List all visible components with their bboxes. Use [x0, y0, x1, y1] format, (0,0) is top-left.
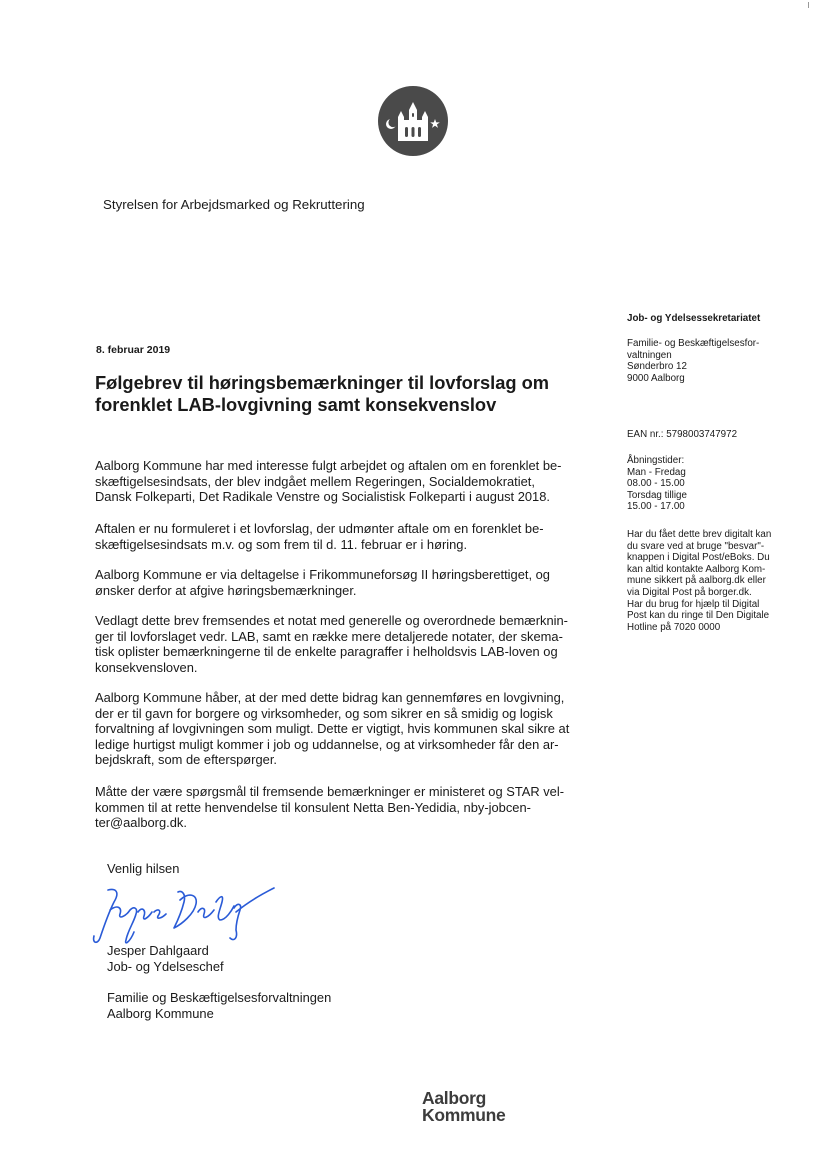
body-paragraph	[95, 521, 615, 552]
paragraph-line: Vedlagt dette brev fremsendes et notat med generelle og overordnede bemærknin-	[95, 613, 568, 628]
body-paragraph	[95, 784, 615, 831]
sidebar-address	[627, 338, 759, 384]
paragraph-line: Aalborg Kommune håber, at der med dette bidrag kan gennemføres en lovgivning,	[95, 690, 565, 705]
address-line: valtningen	[627, 349, 672, 361]
paragraph-line: skæftigelsesindsats m.v. og som frem til d. 11. februar er i høring.	[95, 536, 468, 552]
aalborg-seal-icon	[378, 86, 448, 156]
letter-date: 8. februar 2019	[96, 344, 171, 356]
address-line: Sønderbro 12	[627, 361, 687, 373]
hours-line: Åbningstider:	[627, 455, 685, 466]
body-paragraph	[95, 567, 615, 598]
paragraph-line: tisk oplister bemærkningerne til de enkelte paragraffer i helholdsvis LAB-loven og	[95, 644, 558, 660]
hours-line: 08.00 - 15.00	[627, 478, 685, 490]
digital-info-line: Har du fået dette brev digitalt kan	[627, 529, 772, 540]
scan-mark	[808, 2, 809, 8]
paragraph-line: skæftigelsesindsats, der blev indgået mellem Regeringen, Socialdemokratiet,	[95, 473, 535, 489]
title-line: Følgebrev til høringsbemærkninger til lovforslag om	[95, 372, 550, 393]
paragraph-line: ter@aalborg.dk.	[95, 815, 187, 831]
aalborg-kommune-logo	[422, 1090, 505, 1124]
logo-line: Aalborg	[422, 1088, 487, 1108]
paragraph-line: Aalborg Kommune er via deltagelse i Frikommuneforsøg II høringsberettiget, og	[95, 567, 550, 582]
digital-info-line: knappen i Digital Post/eBoks. Du	[627, 552, 770, 564]
handwritten-signature	[86, 880, 276, 950]
paragraph-line: forvaltning af lovgivningen som muligt. Dette er vigtigt, hvis kommunen skal sikre at	[95, 721, 570, 737]
paragraph-line: ledige hurtigst muligt kommer i job og uddannelse, og at virksomheder får den ar-	[95, 736, 559, 752]
sidebar-department: Job- og Ydelsessekretariatet	[627, 313, 761, 324]
hours-line: 15.00 - 17.00	[627, 501, 685, 513]
paragraph-line: Dansk Folkeparti, Det Radikale Venstre og Socialistisk Folkeparti i august 2018.	[95, 489, 550, 505]
paragraph-line: bejdskraft, som de efterspørger.	[95, 752, 277, 768]
recipient-name: Styrelsen for Arbejdsmarked og Rekruttering	[103, 197, 365, 212]
signer-block	[107, 943, 224, 975]
paragraph-line: Aftalen er nu formuleret i et lovforslag, der udmønter aftale om en forenklet be-	[95, 521, 544, 536]
address-line: 9000 Aalborg	[627, 372, 685, 384]
organization-line: Aalborg Kommune	[107, 1006, 214, 1021]
paragraph-line: der er til gavn for borgere og virksomheder, og som sikrer en så smidig og logisk	[95, 705, 553, 721]
sidebar-ean: EAN nr.: 5798003747972	[627, 429, 738, 440]
hours-line: Torsdag tillige	[627, 489, 687, 501]
signer-name: Jesper Dahlgaard	[107, 943, 209, 958]
digital-info-line: mune sikkert på aalborg.dk eller	[627, 575, 766, 587]
digital-info-line: kan altid kontakte Aalborg Kom-	[627, 563, 766, 575]
logo-line: Kommune	[422, 1105, 506, 1125]
digital-info-line: Har du brug for hjælp til Digital	[627, 598, 760, 610]
address-line: Familie- og Beskæftigelsesfor-	[627, 338, 760, 349]
sidebar-digital-info	[627, 529, 771, 633]
digital-info-line: Hotline på 7020 0000	[627, 621, 721, 633]
organization-line: Familie og Beskæftigelsesforvaltningen	[107, 990, 332, 1005]
paragraph-line: ønsker derfor at afgive høringsbemærkninger.	[95, 582, 357, 598]
paragraph-line: ger til lovforslaget vedr. LAB, samt en række mere detaljerede notater, der skema-	[95, 628, 563, 644]
body-paragraph	[95, 613, 615, 675]
closing-greeting: Venlig hilsen	[107, 861, 180, 876]
paragraph-line: Aalborg Kommune har med interesse fulgt arbejdet og aftalen om en forenklet be-	[95, 458, 562, 473]
sidebar-opening-hours	[627, 455, 687, 513]
digital-info-line: du svare ved at bruge "besvar"-	[627, 540, 765, 552]
paragraph-line: konsekvensloven.	[95, 659, 198, 675]
body-paragraph	[95, 690, 615, 768]
hours-line: Man - Fredag	[627, 466, 686, 478]
letter-title	[95, 372, 595, 416]
signer-title: Job- og Ydelseschef	[107, 959, 224, 974]
title-line: forenklet LAB-lovgivning samt konsekvenslov	[95, 394, 497, 415]
digital-info-line: Post kan du ringe til Den Digitale	[627, 610, 770, 622]
paragraph-line: kommen til at rette henvendelse til konsulent Netta Ben-Yedidia, nby-jobcen-	[95, 799, 531, 815]
digital-info-line: via Digital Post på borger.dk.	[627, 586, 752, 598]
organization-block	[107, 990, 331, 1022]
body-paragraph	[95, 458, 615, 505]
paragraph-line: Måtte der være spørgsmål til fremsende bemærkninger er ministeret og STAR vel-	[95, 784, 564, 799]
